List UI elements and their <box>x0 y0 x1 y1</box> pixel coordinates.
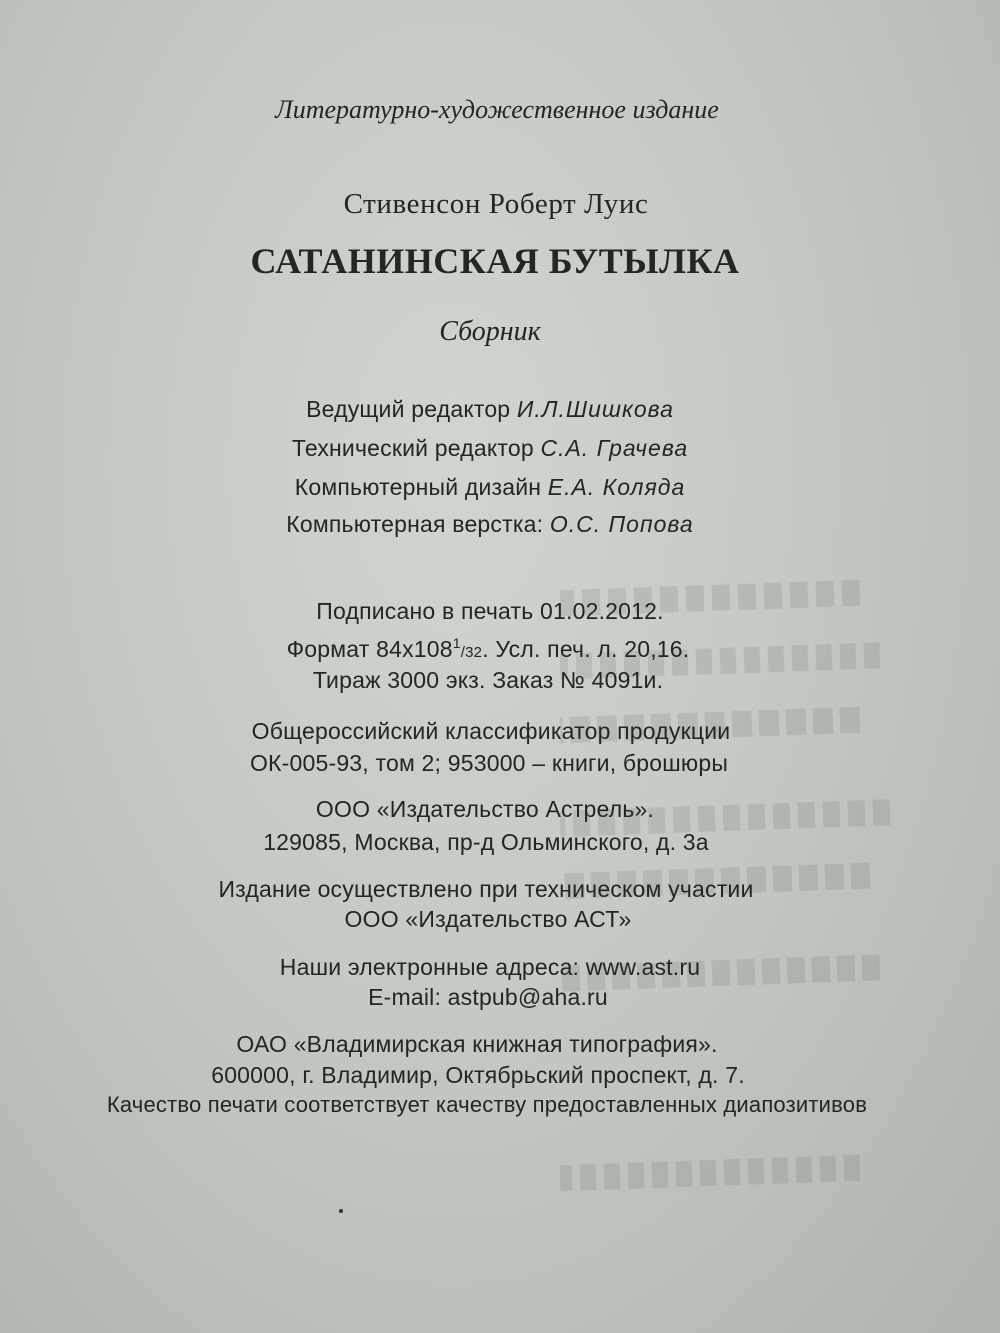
participation-line2: ООО «Издательство АСТ» <box>344 906 632 932</box>
editor-name: О.С. Попова <box>549 511 694 537</box>
format-sub: /32 <box>460 644 483 661</box>
editor-role: Технический редактор <box>291 435 534 461</box>
editor-line <box>0 476 990 499</box>
editor-line <box>0 398 990 421</box>
signed-date: Подписано в печать 01.02.2012. <box>316 598 664 624</box>
editor-role: Компьютерная верстка: <box>286 511 544 537</box>
book-subtitle: Сборник <box>439 316 541 347</box>
editor-role: Компьютерный дизайн <box>294 474 542 500</box>
web-address: Наши электронные адреса: www.ast.ru <box>279 954 701 980</box>
ink-speck <box>339 1209 343 1213</box>
printer-address: 600000, г. Владимир, Октябрьский проспект, д. 7. <box>211 1062 745 1088</box>
edition-type: Литературно-художественное издание <box>275 95 719 124</box>
participation-line1: Издание осуществлено при техническом участии <box>218 876 754 902</box>
format-sup: 1 <box>452 635 461 651</box>
book-title: САТАНИНСКАЯ БУТЫЛКА <box>250 241 740 281</box>
classifier-line1: Общероссийский классификатор продукции <box>251 718 731 744</box>
editor-name: С.А. Грачева <box>540 435 689 461</box>
publisher-address: 129085, Москва, пр-д Ольминского, д. 3а <box>263 829 709 855</box>
editor-name: И.Л.Шишкова <box>516 396 674 422</box>
email-address: E-mail: astpub@aha.ru <box>368 984 608 1010</box>
printer-name: ОАО «Владимирская книжная типография». <box>236 1031 718 1057</box>
classifier-line2: ОК-005-93, том 2; 953000 – книги, брошюры <box>249 750 729 776</box>
book-author: Стивенсон Роберт Луис <box>343 188 649 220</box>
print-quality-note: Качество печати соответствует качеству предоставленных диапозитивов <box>106 1092 868 1117</box>
editor-line <box>0 513 990 536</box>
print-run: Тираж 3000 экз. Заказ № 4091и. <box>312 667 664 693</box>
show-through-line <box>560 1155 861 1191</box>
format-prefix: Формат 84x108 <box>286 636 453 662</box>
format-suffix: . Усл. печ. л. 20,16. <box>482 636 690 662</box>
editor-role: Ведущий редактор <box>306 396 511 422</box>
publisher-name: ООО «Издательство Астрель». <box>315 796 655 822</box>
print-format <box>0 636 988 661</box>
editor-name: Е.А. Коляда <box>547 474 686 500</box>
editor-line <box>0 437 990 460</box>
